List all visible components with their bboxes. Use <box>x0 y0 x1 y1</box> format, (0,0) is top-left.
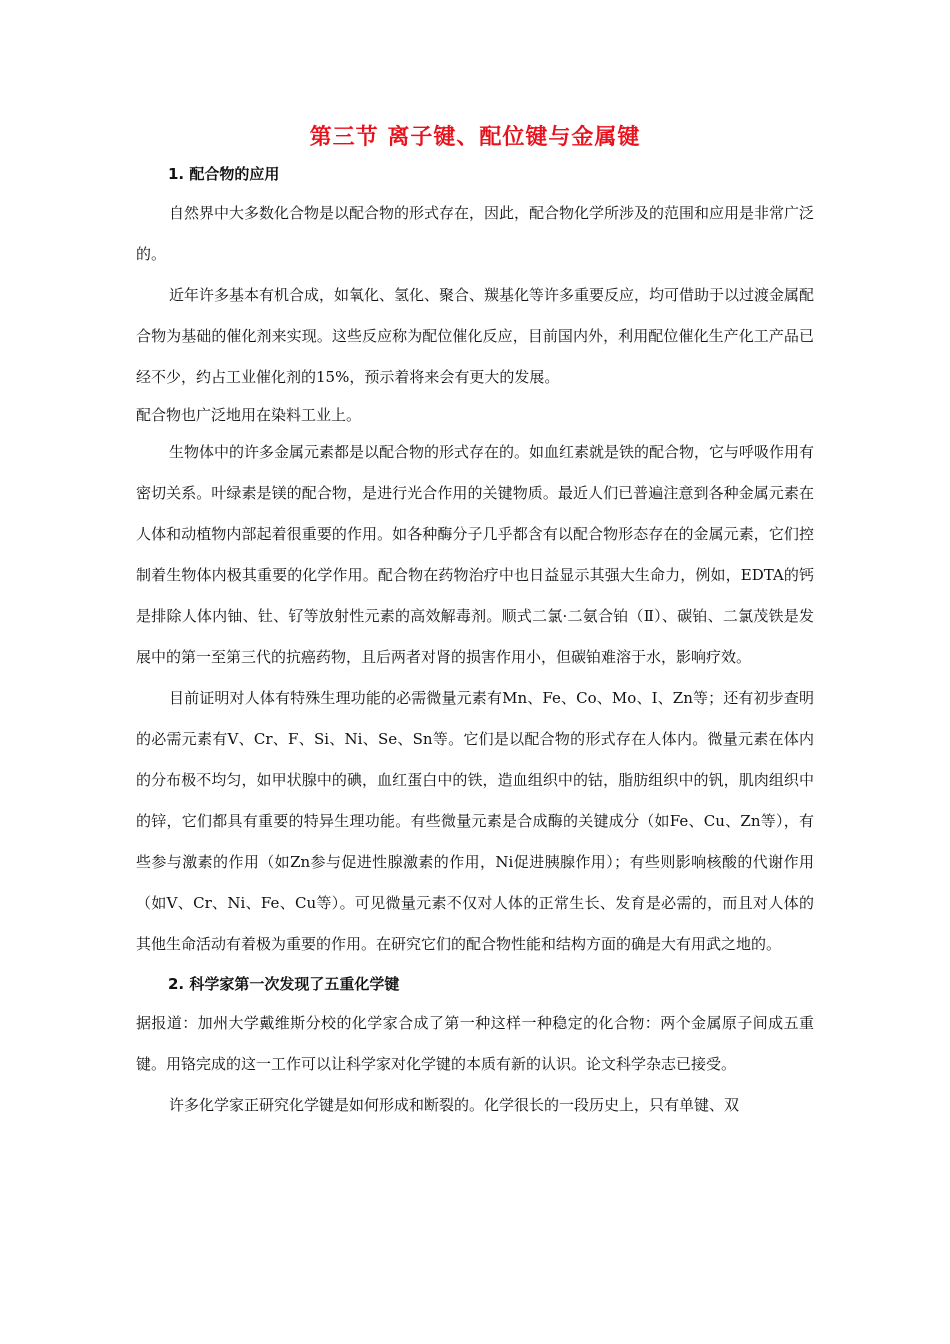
paragraph: 配合物也广泛地用在染料工业上。 <box>136 406 362 424</box>
section-heading-1: 1. 配合物的应用 <box>168 165 280 183</box>
paragraph: 据报道：加州大学戴维斯分校的化学家合成了第一种这样一种稳定的化合物：两个金属原子间成五重键。用铬完成的这一工作可以让科学家对化学键的本质有新的认识。论文科学杂志已接受。 <box>136 1014 814 1073</box>
paragraph: 目前证明对人体有特殊生理功能的必需微量元素有Mn、Fe、Co、Mo、I、Zn等；还有初步查明的必需元素有V、Cr、F、Si、Ni、Se、Sn等。它们是以配合物的形式存在人体内。微量元素在体内的分布极不均匀，如甲状腺中的碘，血红蛋白中的铁，造血组织中的钴，脂肪组织中的钒，肌肉组织中的锌，它们都具有重要的特异生理功能。有些微量元素是合成酶的关键成分（如Fe、Cu、Zn等），有些参与激素的作用（如Zn参与促进性腺激素的作用，Ni促进胰腺作用）；有些则影响核酸的代谢作用（如V、Cr、Ni、Fe、Cu等）。可见微量元素不仅对人体的正常生长、发育是必需的，而且对人体的其他生命活动有着极为重要的作用。在研究它们的配合物性能和结构方面的确是大有用武之地的。 <box>136 689 814 953</box>
paragraph: 生物体中的许多金属元素都是以配合物的形式存在的。如血红素就是铁的配合物，它与呼吸作用有密切关系。叶绿素是镁的配合物，是进行光合作用的关键物质。最近人们已普遍注意到各种金属元素在人体和动植物内部起着很重要的作用。如各种酶分子几乎都含有以配合物形态存在的金属元素，它们控制着生物体内极其重要的化学作用。配合物在药物治疗中也日益显示其强大生命力，例如，EDTA的钙是排除人体内铀、钍、钌等放射性元素的高效解毒剂。顺式二氯·二氨合铂（Ⅱ）、碳铂、二氯茂铁是发展中的第一至第三代的抗癌药物，且后两者对肾的损害作用小，但碳铂难溶于水，影响疗效。 <box>136 443 815 666</box>
document-body <box>136 155 814 1126</box>
section-heading-2: 2. 科学家第一次发现了五重化学键 <box>168 975 400 993</box>
paragraph: 近年许多基本有机合成，如氧化、氢化、聚合、羰基化等许多重要反应，均可借助于以过渡金属配合物为基础的催化剂来实现。这些反应称为配位催化反应，目前国内外，利用配位催化生产化工产品已经不少，约占工业催化剂的15%，预示着将来会有更大的发展。 <box>136 286 815 386</box>
paragraph: 许多化学家正研究化学键是如何形成和断裂的。化学很长的一段历史上，只有单键、双 <box>169 1096 740 1114</box>
page-title: 第三节 离子键、配位键与金属键 <box>309 125 641 150</box>
paragraph: 自然界中大多数化合物是以配合物的形式存在，因此，配合物化学所涉及的范围和应用是非常广泛的。 <box>136 204 815 263</box>
